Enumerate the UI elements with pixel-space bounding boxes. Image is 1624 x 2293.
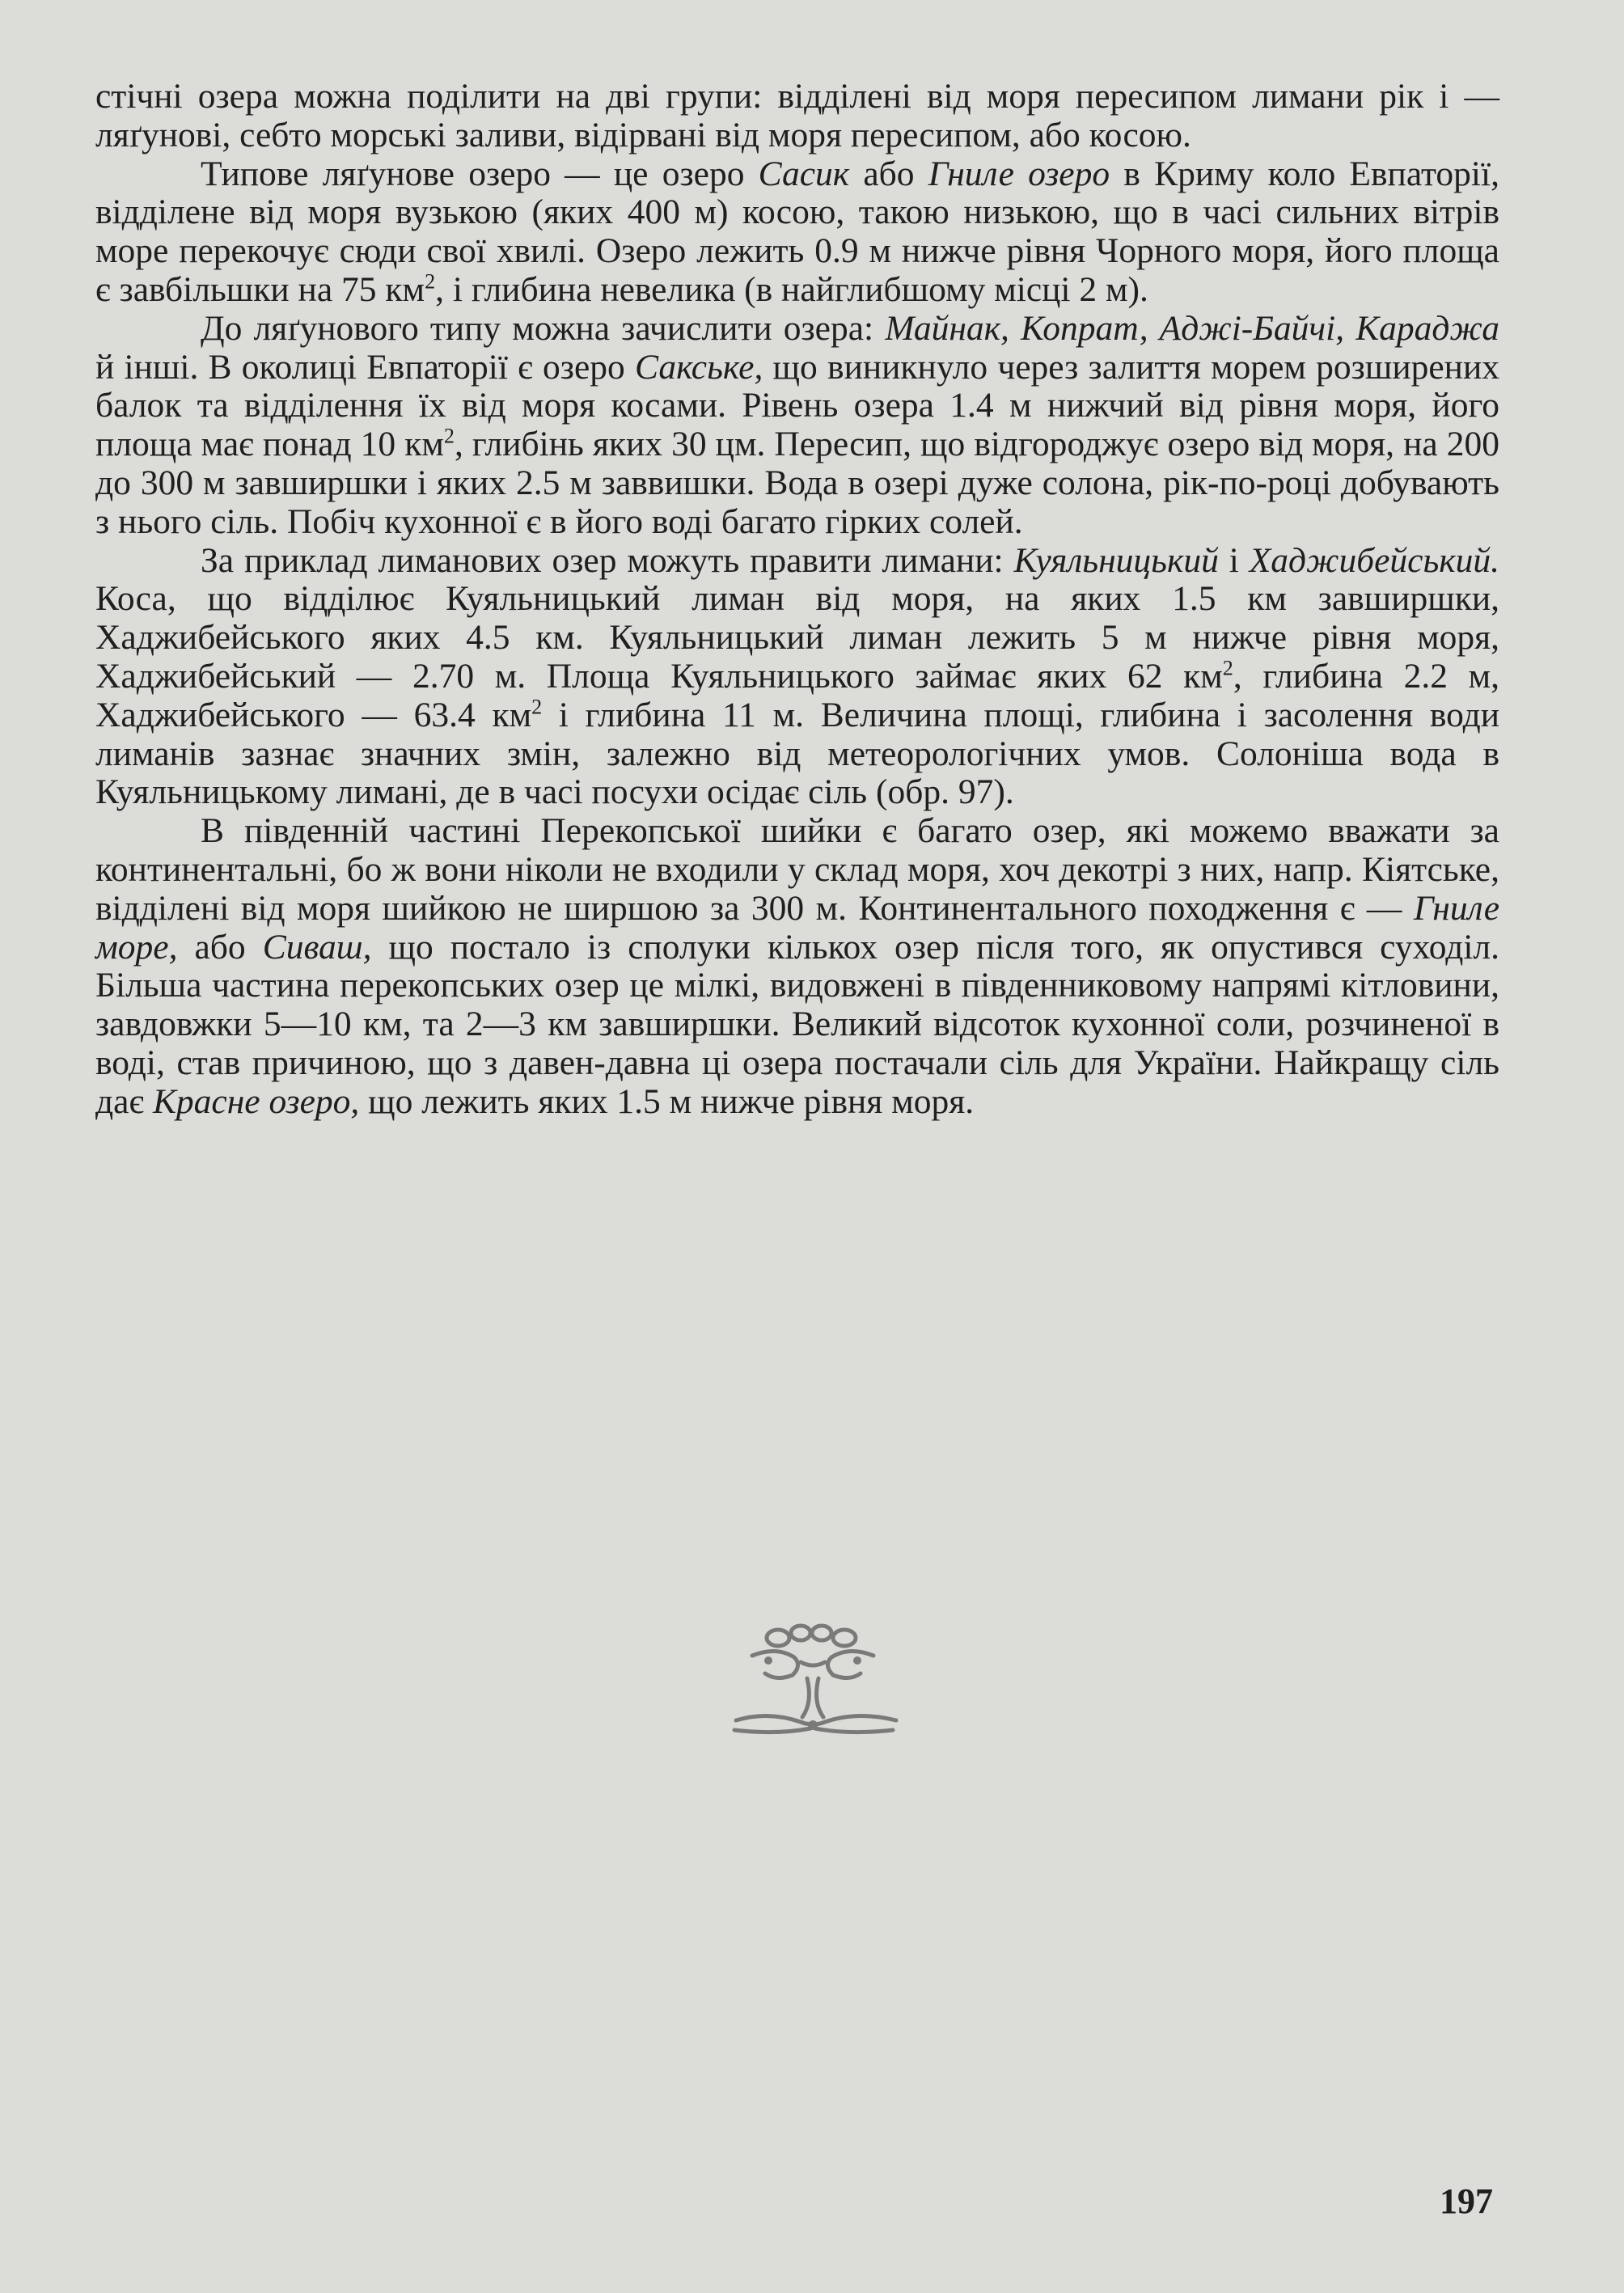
- italic-term: Сасик: [758, 154, 850, 193]
- text-run: До ляґунового типу можна зачислити озера:: [201, 308, 886, 348]
- paragraph-1: [95, 78, 1499, 155]
- text-run: і: [1218, 540, 1250, 580]
- italic-term: Красне озеро,: [153, 1081, 360, 1121]
- italic-term: Гниле озеро: [928, 154, 1110, 193]
- text-run: що виникнуло через залиття морем розширених балок та відділення їх від моря косами. Рівень озера 1.4 м нижчий від рівня моря, його площа має понад 10 км: [95, 347, 1499, 464]
- text-run: Коса, що відділює Куяльницький лиман від моря, на яких 1.5 км завширшки, Хаджибейського яких 4.5 км. Куяльницький лиман лежить 5 м нижче рівня моря, Хаджибейський — 2.70 м. Площа Куяльницького займає яких 62 км: [95, 579, 1499, 696]
- text-run: , глибина 2.2 м, Хаджибейського — 63.4 км: [95, 656, 1499, 734]
- text-run: , глибінь яких 30 цм. Пересип, що відгороджує озеро від моря, на 200 до 300 м завширшки і яких 2.5 м заввишки. Вода в озері дуже солона, рік-по-році добувають з нього сіль. Побіч кухонної є в його воді багато гірких солей.: [95, 425, 1499, 541]
- superscript: 2: [443, 424, 455, 448]
- text-run: й інші. В околиці Евпаторії є озеро: [95, 347, 636, 387]
- text-run: стічні озера можна поділити на дві групи: відділені від моря пересипом лимани рік і — ляґунові, себто морські заливи, відірвані від моря пересипом, або косою.: [95, 77, 1499, 154]
- page-number: 197: [1440, 2181, 1493, 2221]
- text-run: в Криму коло Евпаторії, відділене від моря вузькою (яких 400 м) косою, такою низькою, що в часі сильних вітрів море перекочує сюди свої хвилі. Озеро лежить 0.9 м нижче рівня Чорного моря, його площа є завбільшки на 75 км: [95, 154, 1499, 309]
- text-run: або: [177, 927, 263, 967]
- text-run: В південній частині Перекопської шийки є багато озер, які можемо вважати за континентальні, бо ж вони ніколи не входили у склад моря, хоч декотрі з них, напр. Кіятське, відділені від моря шийкою не ширшою за 300 м. Континентального походження є —: [95, 811, 1499, 928]
- paragraph-4: [95, 542, 1499, 813]
- italic-term: Куяльницький: [1013, 540, 1219, 580]
- italic-term: Сиваш,: [262, 927, 372, 967]
- text-run: , і глибина невелика (в найглибшому місці 2 м).: [435, 269, 1148, 309]
- text-run: що лежить яких 1.5 м нижче рівня моря.: [359, 1081, 975, 1121]
- italic-term: Хаджибейський.: [1249, 540, 1499, 580]
- paragraph-3: [95, 310, 1499, 542]
- italic-term: Сакське,: [635, 347, 763, 387]
- text-run: що постало із сполуки кількох озер після того, як опустився суходіл. Більша частина перекопських озер це мілкі, видовжені в південниковому напрямі кітловини, завдовжки 5—10 км, та 2—3 км завширшки. Великий відсоток кухонної соли, розчиненої в воді, став причиною, що з давен-давна ці озера постачали сіль для України. Найкращу сіль дає: [95, 927, 1499, 1121]
- italic-term: Гниле море,: [95, 888, 1499, 967]
- paragraph-5: [95, 812, 1499, 1121]
- superscript: 2: [1222, 656, 1233, 680]
- printer-ornament-icon: [720, 1622, 906, 1743]
- text-run: Типове ляґунове озеро — це озеро: [201, 154, 759, 193]
- italic-term: Майнак, Копрат, Аджі-Байчі, Караджа: [885, 308, 1500, 348]
- page-body: [95, 78, 1499, 1122]
- text-run: і глибина 11 м. Величина площі, глибина і засолення води лиманів зазнає значних змін, залежно від метеорологічних умов. Солоніша вода в Куяльницькому лимані, де в часі посухи осідає сіль (обр. 97).: [95, 695, 1499, 812]
- paragraph-2: [95, 155, 1499, 310]
- superscript: 2: [425, 269, 436, 294]
- superscript: 2: [531, 695, 543, 719]
- text-run: За приклад лиманових озер можуть правити лимани:: [201, 540, 1014, 580]
- text-run: або: [849, 154, 928, 193]
